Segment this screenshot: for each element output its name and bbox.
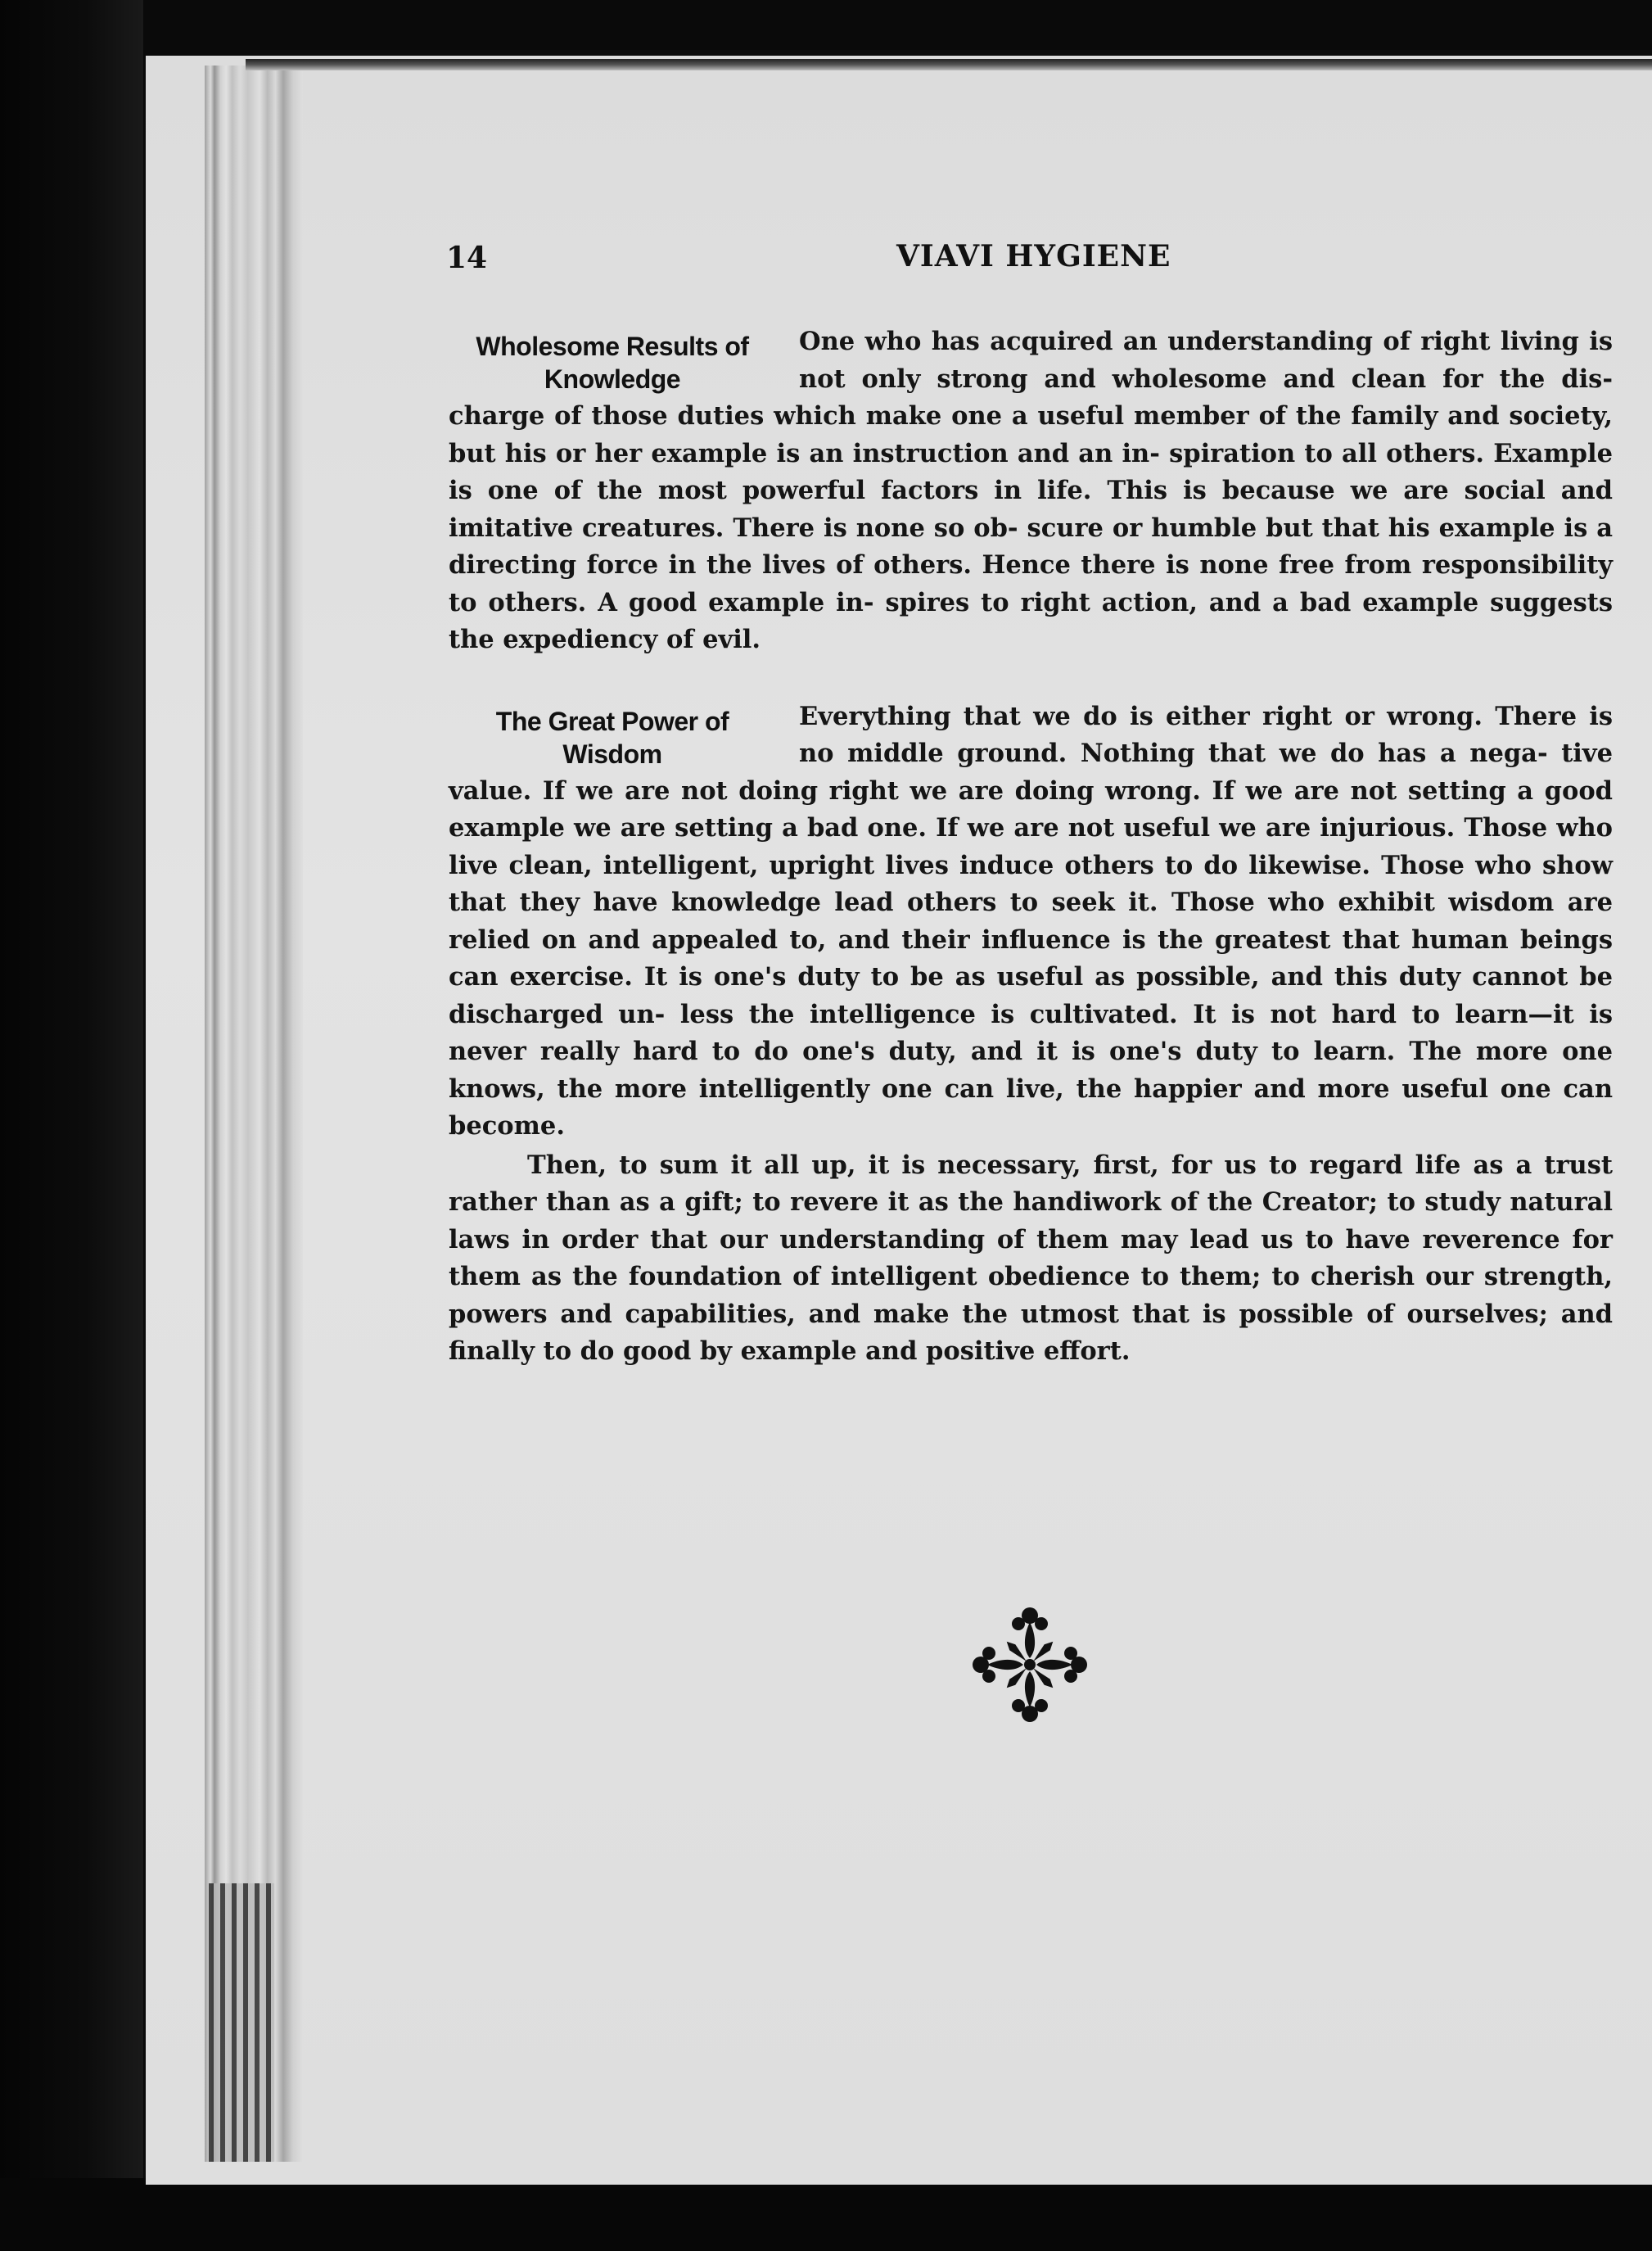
paragraph: Then, to sum it all up, it is necessary, first, for us to regard life as a trust rather than as a gift; to revere it as the handiwork of the Creator; to study natural laws in order that our understanding of them may lead us to have reverence for them as the foundation of intelligent obedience to them; to cherish our strength, powers and capabilities, and make the utmost that is possible of ourselves; and finally to do good by example and positive effort. [449, 1150, 1613, 1366]
section-wholesome-results [449, 323, 1613, 659]
paragraph: Everything that we do is either right or wrong. There is no middle ground. Nothing that we do has a nega- tive value. If we are not doing right we are doing wrong. If we are not setting a good example we are setting a bad one. If we are not useful we are injurious. Those who live clean, intelligent, upright lives induce others to do likewise. Those who show that they have knowledge lead others to seek it. Those who exhibit wisdom are relied on and appealed to, and their influence is the greatest that human beings can exercise. It is one's duty to be as useful as possible, and this duty cannot be discharged un- less the intelligence is cultivated. It is not hard to learn—it is never really hard to do one's duty, and it is one's duty to learn. The more one knows, the more intelligently one can live, the happier and more useful one can become. [449, 701, 1613, 1141]
page-number: 14 [446, 241, 488, 275]
page-binding-shadow [209, 1883, 274, 2162]
paragraph: One who has acquired an understanding of right living is not only strong and wholesome and clean for the dis- charge of those duties which make one a useful member of the family and society, but his or her example is an instruction and an in- spiration to all others. Example is one of the most powerful factors in life. This is because we are social and imitative creatures. There is none so ob- scure or humble but that his example is a directing force in the lives of others. Hence there is none free from responsibility to others. A good example in- spires to right action, and a bad example suggests the expediency of evil. [449, 327, 1613, 654]
fleuron-ornament-icon [968, 1603, 1091, 1726]
scan-border-left [0, 0, 143, 2251]
sidehead: The Great Power of Wisdom [495, 706, 729, 769]
page-header [446, 237, 1609, 287]
body-text [449, 323, 1613, 1371]
sidehead: Wholesome Results of Knowledge [476, 332, 749, 394]
page-binding-edge [205, 66, 303, 2162]
running-head: VIAVI HYGIENE [896, 239, 1171, 273]
section-great-power-of-wisdom [449, 698, 1613, 1371]
page-top-edge [246, 59, 1652, 70]
scan-border-bottom [0, 2178, 1652, 2251]
